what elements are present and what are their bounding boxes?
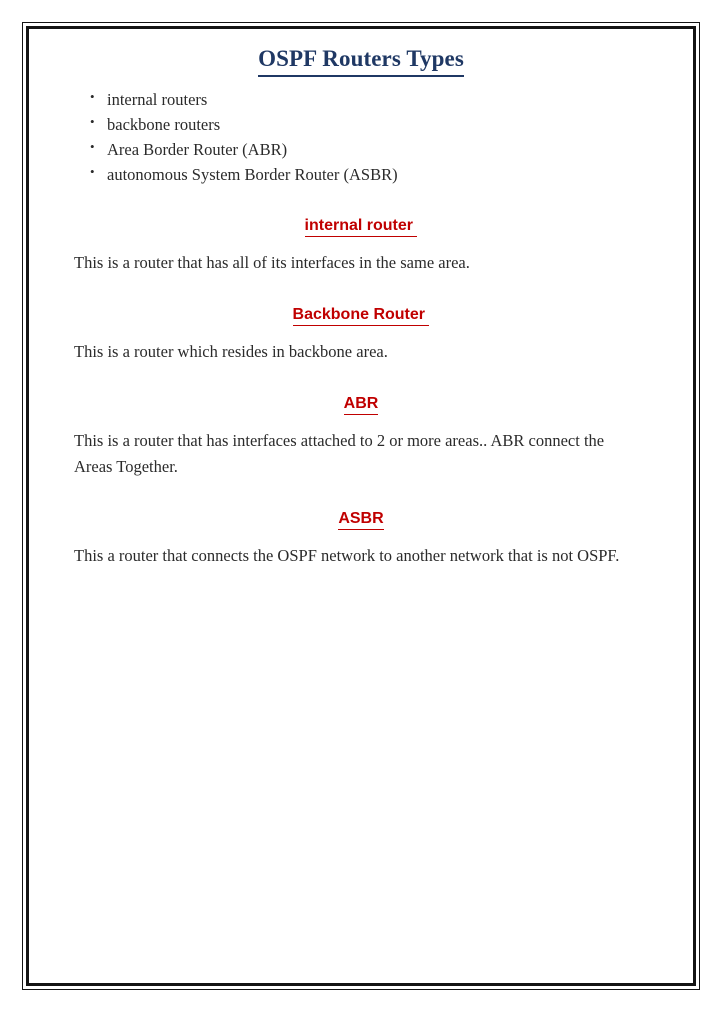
router-types-list bbox=[63, 87, 659, 187]
page-border-inner bbox=[26, 26, 696, 986]
spacer bbox=[63, 187, 659, 217]
spacer bbox=[63, 365, 659, 395]
section-heading-asbr bbox=[63, 510, 659, 530]
section-body-internal-router: This is a router that has all of its interfaces in the same area. bbox=[74, 253, 470, 273]
list-item: • backbone routers bbox=[63, 112, 659, 137]
section-heading-text: internal router bbox=[305, 217, 418, 237]
section-heading-text: Backbone Router bbox=[293, 306, 430, 326]
document-content bbox=[29, 29, 693, 983]
section-heading-text: ABR bbox=[344, 395, 379, 415]
page-title bbox=[63, 45, 659, 77]
spacer bbox=[63, 326, 659, 339]
spacer bbox=[63, 237, 659, 250]
list-item: • internal routers bbox=[63, 87, 659, 112]
spacer bbox=[63, 276, 659, 306]
page-title-text: OSPF Routers Types bbox=[258, 45, 464, 77]
section-heading-text: ASBR bbox=[338, 510, 383, 530]
section-body-asbr: This a router that connects the OSPF network to another network that is not OSPF. bbox=[74, 546, 620, 566]
spacer bbox=[63, 480, 659, 510]
section-body-backbone-router: This is a router which resides in backbone area. bbox=[74, 342, 388, 362]
section-heading-backbone-router bbox=[63, 306, 659, 326]
section-heading-abr bbox=[63, 395, 659, 415]
spacer bbox=[63, 415, 659, 428]
list-item: • autonomous System Border Router (ASBR) bbox=[63, 162, 659, 187]
document-page bbox=[22, 22, 700, 990]
section-heading-internal-router bbox=[63, 217, 659, 237]
spacer bbox=[63, 530, 659, 543]
list-item: • Area Border Router (ABR) bbox=[63, 137, 659, 162]
section-body-abr: This is a router that has interfaces attached to 2 or more areas.. ABR connect the Areas Together. bbox=[74, 431, 605, 477]
